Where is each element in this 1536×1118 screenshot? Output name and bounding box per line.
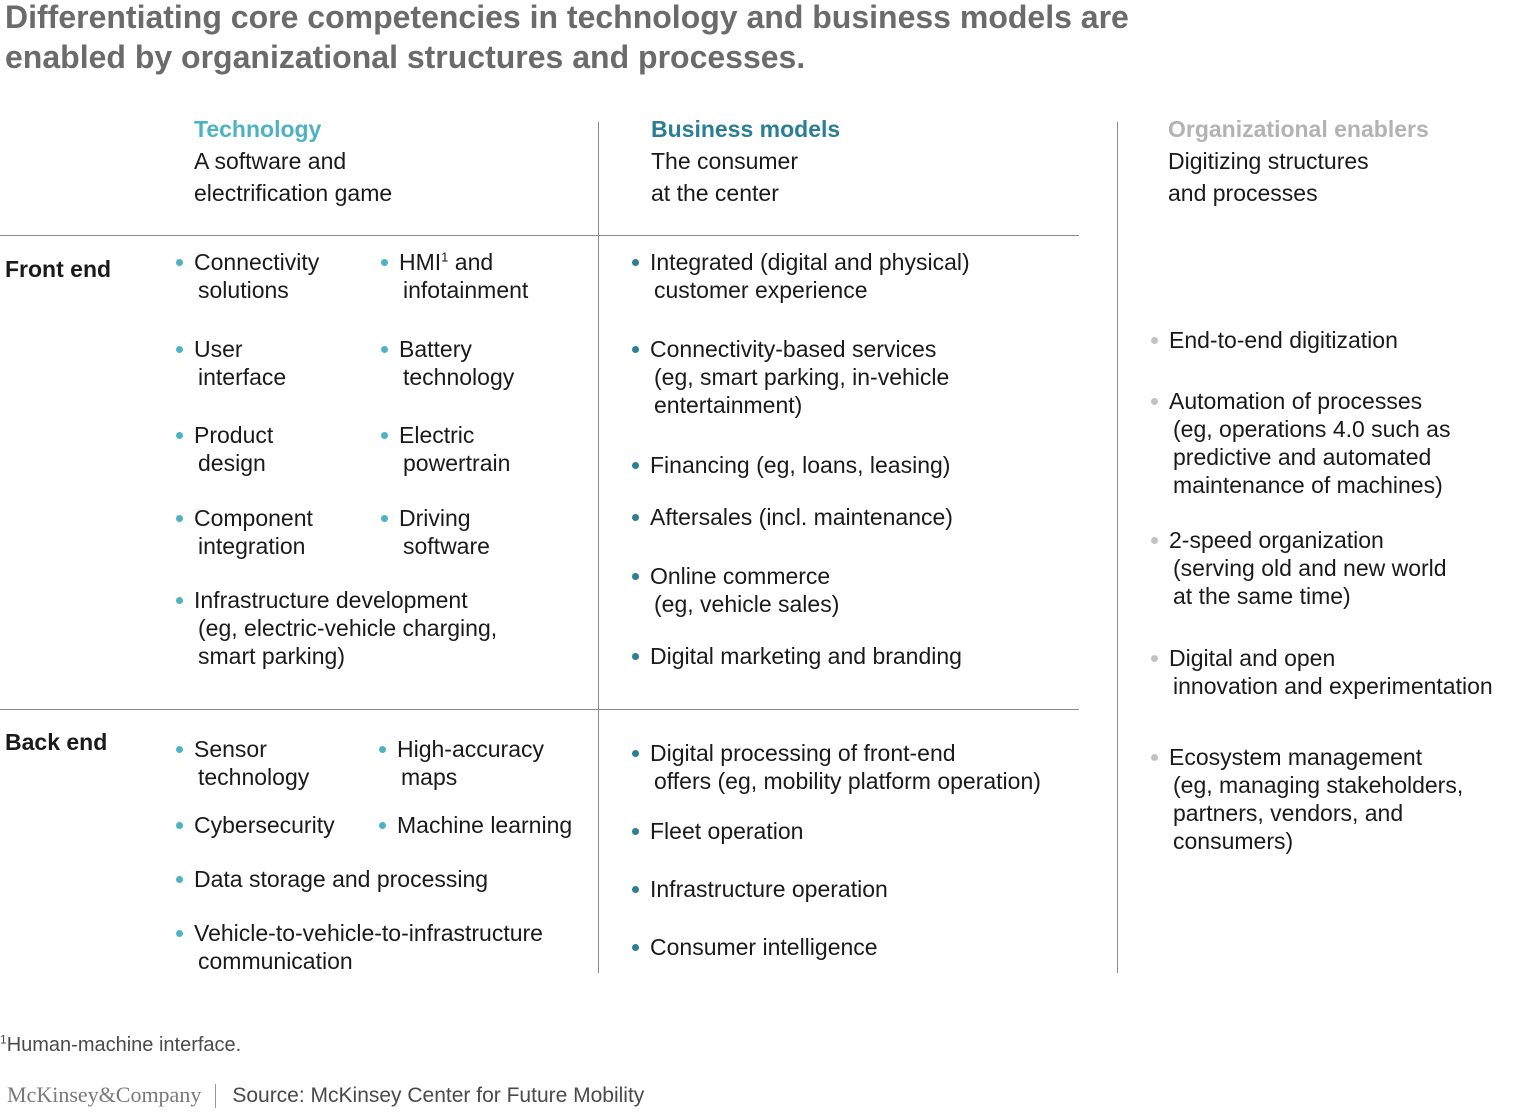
bullet-icon — [632, 346, 639, 353]
footer-separator — [215, 1084, 216, 1108]
technology-header — [194, 113, 392, 209]
list-item: Product design — [176, 421, 273, 477]
bullet-icon — [176, 346, 183, 353]
business-title: Business models — [651, 116, 841, 142]
bullet-icon — [632, 514, 639, 521]
bullet-icon — [632, 653, 639, 660]
business-subtitle: The consumer at the center — [651, 148, 799, 206]
divider-tech-business — [598, 122, 599, 973]
list-item: Driving software — [381, 504, 490, 560]
technology-subtitle: A software and electrification game — [194, 148, 393, 206]
bullet-icon — [632, 462, 639, 469]
list-item: Financing (eg, loans, leasing) — [632, 451, 950, 479]
source-text: Source: McKinsey Center for Future Mobility — [232, 1084, 645, 1107]
bullet-icon — [632, 259, 639, 266]
bullet-icon — [381, 432, 388, 439]
list-item: Infrastructure development (eg, electric-vehicle charging, smart parking) — [176, 586, 497, 670]
list-item: Sensor technology — [176, 735, 309, 791]
list-item: End-to-end digitization — [1151, 326, 1398, 354]
list-item: Cybersecurity — [176, 811, 335, 839]
list-item: Vehicle-to-vehicle-to-infrastructure communication — [176, 919, 543, 975]
footnote-marker: 1 — [441, 249, 449, 265]
list-item: Connectivity-based services (eg, smart parking, in-vehicle entertainment) — [632, 335, 949, 419]
bullet-icon — [1151, 337, 1158, 344]
bullet-icon — [176, 259, 183, 266]
list-item: Digital and open innovation and experimentation — [1151, 644, 1493, 700]
list-item: Digital processing of front-end offers (eg, mobility platform operation) — [632, 739, 1041, 795]
bullet-icon — [176, 822, 183, 829]
bullet-icon — [381, 259, 388, 266]
list-item: HMI$^1$ and infotainment — [381, 248, 528, 304]
bullet-icon — [632, 573, 639, 580]
bullet-icon — [176, 597, 183, 604]
brand-logo: McKinsey&Company — [7, 1082, 202, 1107]
bullet-icon — [176, 876, 183, 883]
bullet-icon — [632, 828, 639, 835]
list-item: Machine learning — [379, 811, 572, 839]
list-item: Data storage and processing — [176, 865, 488, 893]
bullet-icon — [381, 346, 388, 353]
list-item: 2-speed organization (serving old and new world at the same time) — [1151, 526, 1447, 610]
list-item: Ecosystem management (eg, managing stakeholders, partners, vendors, and consumers) — [1151, 743, 1463, 855]
list-item: High-accuracy maps — [379, 735, 544, 791]
footnote: $^1$Human-machine interface. — [0, 1032, 242, 1056]
list-item: Connectivity solutions — [176, 248, 319, 304]
list-item: Online commerce (eg, vehicle sales) — [632, 562, 839, 618]
list-item: Fleet operation — [632, 817, 803, 845]
bullet-icon — [176, 930, 183, 937]
bullet-icon — [379, 822, 386, 829]
divider-business-org — [1117, 122, 1118, 973]
org-title: Organizational enablers — [1168, 116, 1429, 142]
bullet-icon — [632, 750, 639, 757]
footer — [7, 1082, 644, 1108]
list-item: Digital marketing and branding — [632, 642, 962, 670]
business-header — [651, 113, 840, 209]
footnote-marker: 1 — [0, 1032, 7, 1047]
list-item: Electric powertrain — [381, 421, 510, 477]
bullet-icon — [1151, 754, 1158, 761]
list-item: Automation of processes (eg, operations 4.0 such as predictive and automated maintenance of machines) — [1151, 387, 1450, 499]
org-header — [1168, 113, 1429, 209]
technology-title: Technology — [194, 116, 322, 142]
list-item: Component integration — [176, 504, 313, 560]
bullet-icon — [176, 746, 183, 753]
bullet-icon — [176, 432, 183, 439]
list-item: Consumer intelligence — [632, 933, 878, 961]
bullet-icon — [176, 515, 183, 522]
divider-front-back — [0, 709, 1079, 710]
list-item: Aftersales (incl. maintenance) — [632, 503, 953, 531]
list-item: Integrated (digital and physical) customer experience — [632, 248, 970, 304]
list-item: User interface — [176, 335, 286, 391]
bullet-icon — [1151, 398, 1158, 405]
divider-header — [0, 235, 1079, 236]
org-subtitle: Digitizing structures and processes — [1168, 148, 1369, 206]
row-label-back-end: Back end — [5, 729, 108, 755]
bullet-icon — [1151, 537, 1158, 544]
bullet-icon — [632, 886, 639, 893]
bullet-icon — [632, 944, 639, 951]
bullet-icon — [379, 746, 386, 753]
bullet-icon — [1151, 655, 1158, 662]
row-label-front-end: Front end — [5, 256, 112, 282]
page-title: Differentiating core competencies in technology and business models are enabled by organizational structures and processes. — [5, 0, 1129, 75]
list-item: Infrastructure operation — [632, 875, 888, 903]
list-item: Battery technology — [381, 335, 514, 391]
bullet-icon — [381, 515, 388, 522]
